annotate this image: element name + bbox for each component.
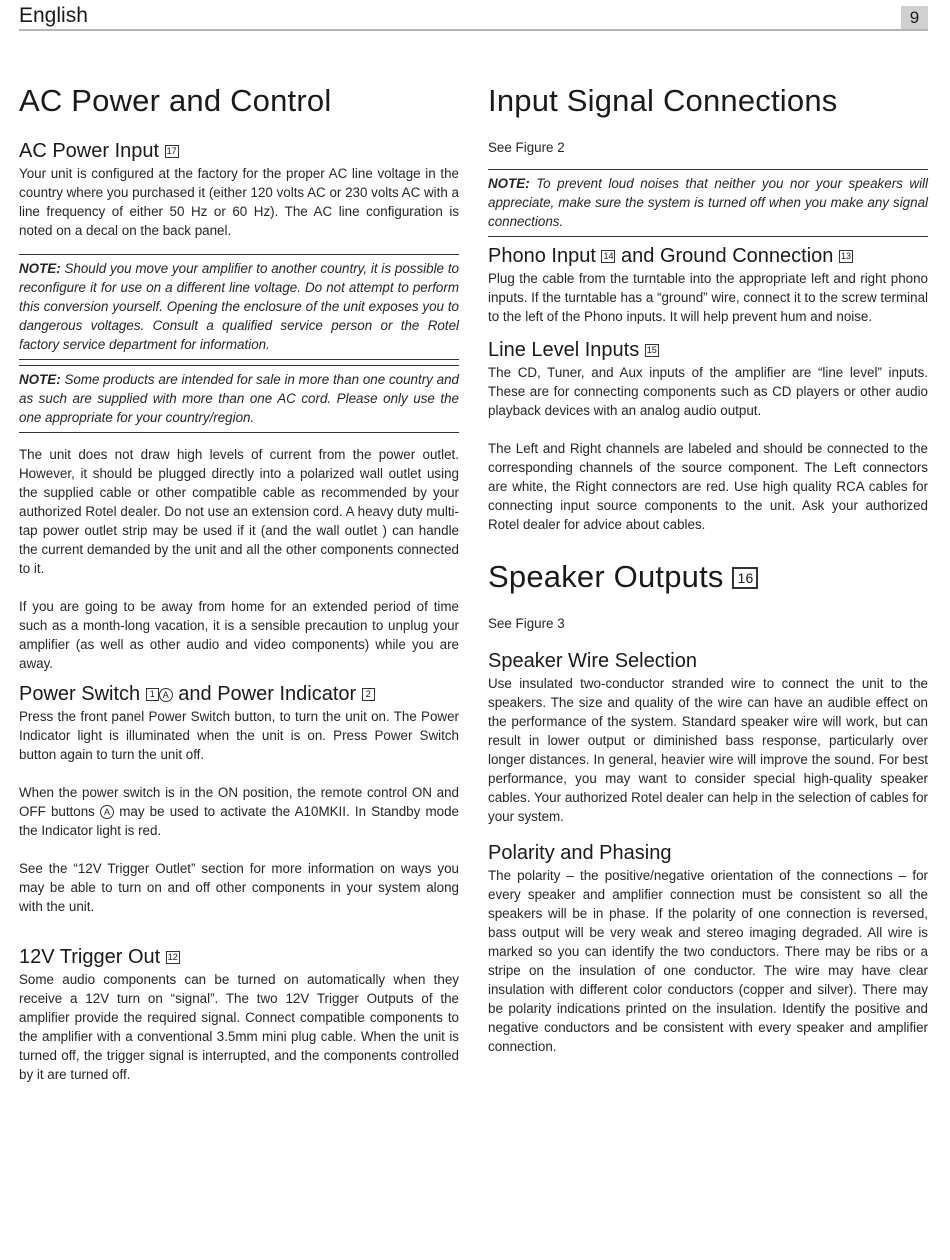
note-label: NOTE: bbox=[19, 372, 61, 387]
page-header bbox=[19, 4, 928, 31]
heading-text: 12V Trigger Out bbox=[19, 946, 161, 968]
note-voltage bbox=[19, 254, 459, 360]
channels-paragraph: The Left and Right channels are labeled and should be connected to the corresponding channels of the source component. The Left connectors are white, the Right connectors are red. Use high quality RCA cables for connecting input source components to the unit. Ask your authorized Rotel dealer for advice about cables. bbox=[488, 441, 928, 532]
heading-phono-input bbox=[488, 243, 928, 269]
heading-text: and Ground Connection bbox=[621, 245, 834, 267]
note-loud-noises bbox=[488, 169, 928, 237]
see-figure-2: See Figure 2 bbox=[488, 140, 565, 155]
right-column bbox=[488, 80, 928, 1056]
heading-text: Line Level Inputs bbox=[488, 339, 640, 361]
power-switch-paragraph: Press the front panel Power Switch button, to turn the unit on. The Power Indicator light is illuminated when the unit is on. Press Power Switch button again to turn the unit off. bbox=[19, 709, 459, 762]
ref-box-17: 17 bbox=[166, 146, 177, 156]
vacation-paragraph: If you are going to be away from home for an extended period of time such as a month-long vacation, it is a sensible precaution to unplug your amplifier (as well as other audio and video components) while you are away. bbox=[19, 599, 459, 671]
see-figure-3: See Figure 3 bbox=[488, 616, 565, 631]
note-ac-cord bbox=[19, 365, 459, 433]
ref-circle-a: A bbox=[100, 805, 114, 819]
line-level-paragraph: The CD, Tuner, and Aux inputs of the amplifier are “line level” inputs. These are for connecting components such as CD players or other audio playback devices with an analog audio output. bbox=[488, 365, 928, 418]
power-outlet-paragraph: The unit does not draw high levels of current from the power outlet. However, it should be plugged directly into a polarized wall outlet using the supplied cable or other compatible cable as recommended by your authorized Rotel dealer. Do not use an extension cord. A heavy duty multi-tap power outlet strip may be used if it (and the wall outlet ) can handle the current demanded by the unit and all the other components connected to it. bbox=[19, 447, 459, 576]
left-column bbox=[19, 80, 459, 1084]
text-run: When the power switch is in the ON position, the remote control ON and OFF buttons bbox=[19, 785, 459, 819]
section-title-input-signal: Input Signal Connections bbox=[488, 83, 838, 118]
heading-speaker-wire: Speaker Wire Selection bbox=[488, 650, 697, 672]
ref-box-2: 2 bbox=[362, 688, 375, 701]
ref-circle-a: A bbox=[159, 688, 173, 702]
heading-line-level bbox=[488, 337, 928, 363]
ref-box-15: 15 bbox=[646, 345, 657, 355]
heading-polarity: Polarity and Phasing bbox=[488, 842, 672, 864]
header-language: English bbox=[19, 4, 88, 27]
heading-power-switch bbox=[19, 681, 459, 707]
ref-box-12: 12 bbox=[167, 952, 178, 962]
heading-text: AC Power Input bbox=[19, 140, 160, 162]
note-label: NOTE: bbox=[19, 261, 61, 276]
heading-text: Power Switch bbox=[19, 683, 141, 705]
phono-paragraph: Plug the cable from the turntable into the appropriate left and right phono inputs. If the turntable has a “ground” wire, connect it to the screw terminal to the left of the Phono inputs. It will help prevent hum and noise. bbox=[488, 271, 928, 324]
ref-box-14: 14 bbox=[603, 251, 614, 261]
note-text: Should you move your amplifier to another country, it is possible to reconfigure it for use on a different line voltage. Do not attempt to perform this conversion yourself. Opening the enclosure of the unit exposes you to dangerous voltages. Consult a qualified service person or the Rotel factory service department for information. bbox=[19, 261, 459, 352]
text-run: may be used to activate the A10MKII. In Standby mode the Indicator light is red. bbox=[19, 804, 459, 838]
heading-text: Speaker Outputs bbox=[488, 559, 724, 594]
polarity-paragraph: The polarity – the positive/negative orientation of the connections – for every speaker and amplifier connection must be consistent so all the speakers will be in phase. If the polarity of one connection is reversed, bass output will be very weak and stereo imaging degraded. All wire is marked so you can identify the two conductors. There may be ribs or a stripe on the insulation of one conductor. The wire may have clear insulation with different color conductors (copper and silver). There may be polarity indications printed on the insulation. Identify the positive and negative conductors and be consistent with every speaker and amplifier connection. bbox=[488, 868, 928, 1054]
heading-ac-power-input bbox=[19, 138, 459, 164]
heading-text: and Power Indicator bbox=[178, 683, 357, 705]
heading-12v-trigger bbox=[19, 944, 459, 970]
note-text: To prevent loud noises that neither you nor your speakers will appreciate, make sure the system is turned off when you make any signal connections. bbox=[488, 176, 928, 229]
section-title-speaker-outputs bbox=[488, 556, 928, 598]
page-number: 9 bbox=[901, 6, 928, 29]
note-label: NOTE: bbox=[488, 176, 530, 191]
speaker-wire-paragraph: Use insulated two-conductor stranded wire to connect the unit to the speakers. The size and quality of the wire can have an audible effect on the performance of the system. Standard speaker wire will work, but can result in lower output or diminished bass response, particularly over longer distances. In general, heavier wire will improve the sound. For best performance, you may want to consider special high-quality speaker cables. Your authorized Rotel dealer can help in the selection of cables for your system. bbox=[488, 676, 928, 824]
note-text: Some products are intended for sale in more than one country and as such are supplied with more than one AC cord. Please only use the one appropriate for your country/region. bbox=[19, 372, 459, 425]
trigger-see-paragraph: See the “12V Trigger Outlet” section for more information on ways you may be able to turn on and off other components in your system along with the unit. bbox=[19, 861, 459, 914]
ref-box-16: 16 bbox=[732, 567, 758, 589]
section-title-ac-power: AC Power and Control bbox=[19, 83, 332, 118]
ref-box-13: 13 bbox=[840, 251, 851, 261]
ac-input-paragraph: Your unit is configured at the factory for the proper AC line voltage in the country where you purchased it (either 120 volts AC or 230 volts AC with a line frequency of either 50 Hz or 60 Hz). The AC line configuration is noted on a decal on the back panel. bbox=[19, 166, 459, 238]
remote-paragraph bbox=[19, 783, 459, 840]
ref-box-1: 1 bbox=[146, 688, 159, 701]
heading-text: Phono Input bbox=[488, 245, 596, 267]
trigger-paragraph: Some audio components can be turned on automatically when they receive a 12V turn on “signal”. The two 12V Trigger Outputs of the amplifier provide the required signal. Connect compatible components to the amplifier with a conventional 3.5mm mini plug cable. When the unit is turned off, the trigger signal is interrupted, and the components controlled by it are turned off. bbox=[19, 972, 459, 1082]
